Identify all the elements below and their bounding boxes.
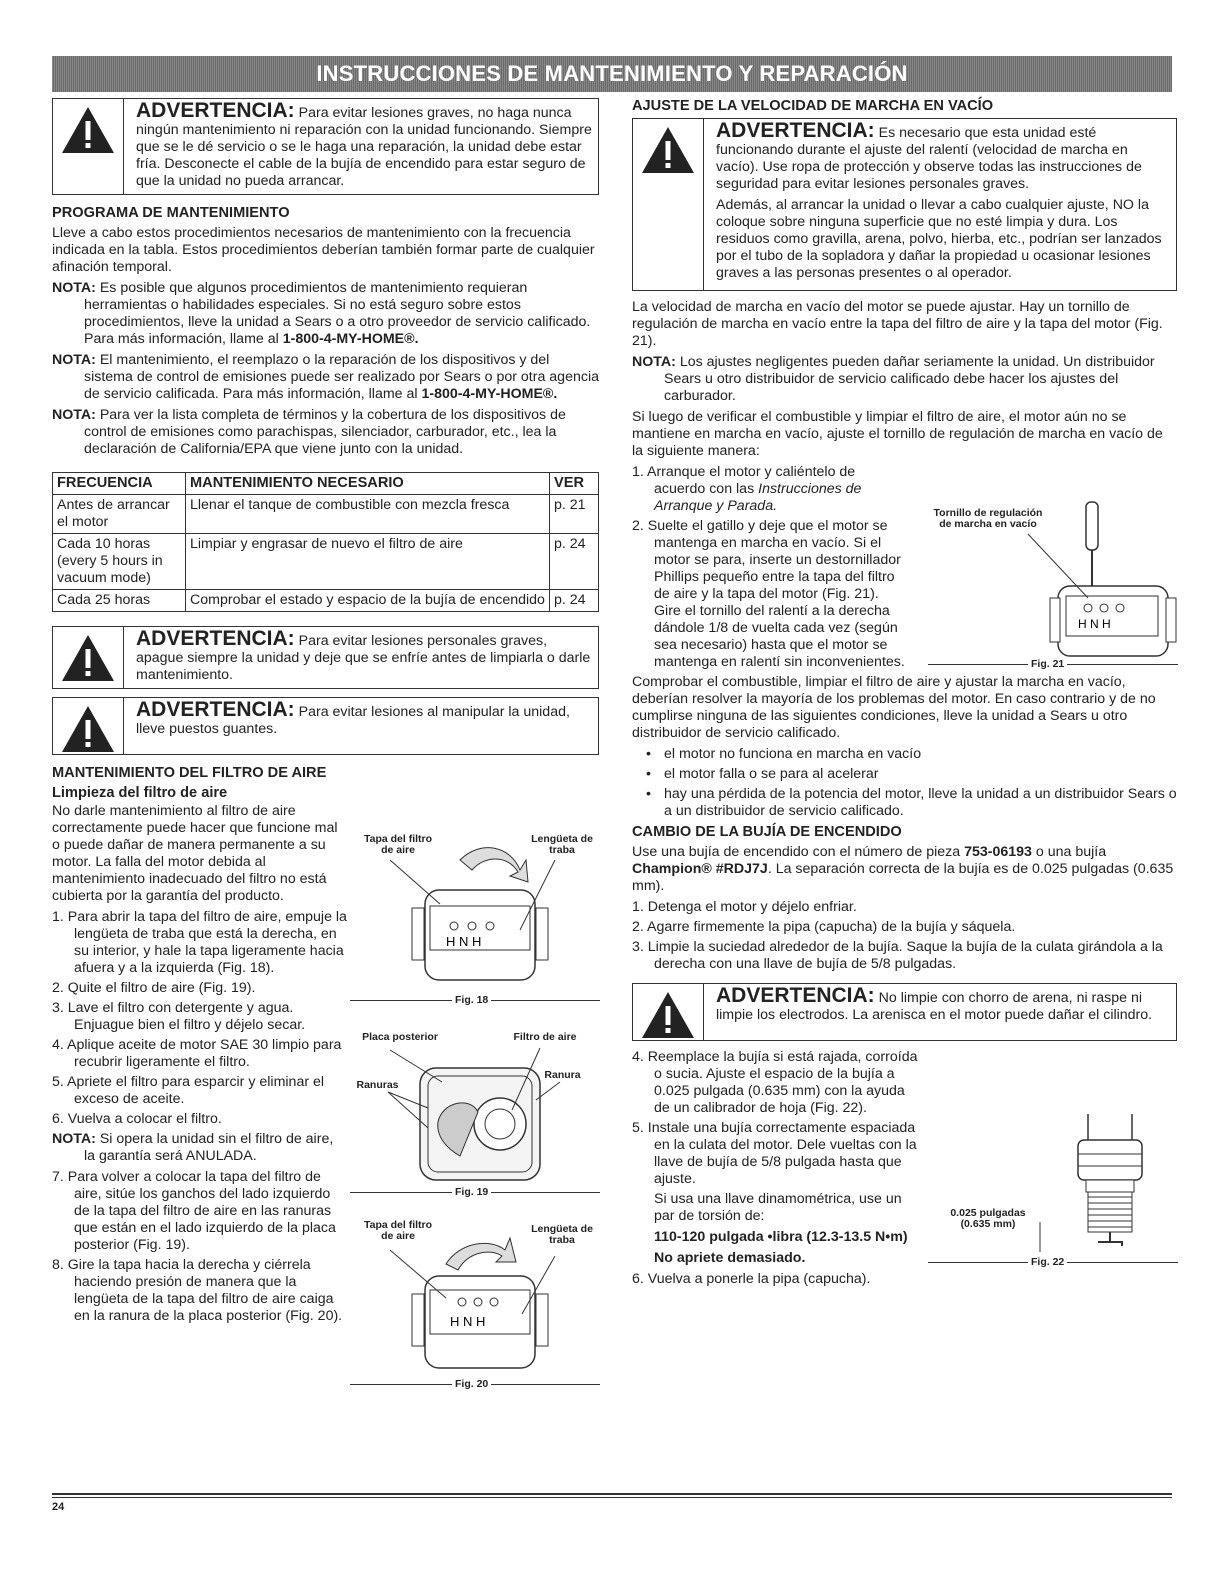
idle-screw-drawing [928, 498, 1178, 668]
warning-box-spark: ADVERTENCIA: No limpie con chorro de arena, ni raspe ni limpie los electrodos. La arenisca en el motor puede dañar el cilindro. [632, 983, 1177, 1041]
list-item: 5. Apriete el filtro para esparcir y eliminar el exceso de aceite. [52, 1074, 325, 1107]
warning-triangle-icon [60, 105, 116, 155]
air-filter-steps [52, 909, 347, 1128]
figure-18: Tapa del filtro de aire Lengüeta de traba H N H Fig. 18 [350, 830, 600, 1015]
list-item: 2. Agarre firmemente la pipa (capucha) de la bujía y sáquela. [632, 919, 1016, 935]
back-plate-drawing [350, 1030, 600, 1190]
note-2: NOTA: El mantenimiento, el reemplazo o la reparación de los dispositivos y del sistema de control de emisiones puede ser realizado por Sears o por otra agencia de servicio calificada. Para más información, llame al 1-800-4-MY-HOME®. [52, 352, 599, 402]
list-item: 1. Arranque el motor y caliéntelo de acuerdo con las Instrucciones de Arranque y Parada. [632, 464, 862, 514]
list-item: 8. Gire la tapa hacia la derecha y ciérrela haciendo presión de manera que la lengüeta de la tapa del filtro de aire caiga en la ranura de la placa posterior (Fig. 20). [52, 1257, 343, 1324]
no-overtighten: No apriete demasiado. [654, 1250, 806, 1266]
table-row: Cada 25 horas Comprobar el estado y espacio de la bujía de encendido p. 24 [53, 590, 599, 612]
spark-plug-p1: Use una bujía de encendido con el número de pieza 753-06193 o una bujía Champion® #RDJ7J. La separación correcta de la bujía es de 0.025 pulgadas (0.635 mm). [632, 844, 1174, 894]
air-filter-title: MANTENIMIENTO DEL FILTRO DE AIRE [52, 765, 327, 781]
footer-rule [52, 1493, 1172, 1495]
list-item: 4. Aplique aceite de motor SAE 30 limpio para recubrir ligeramente el filtro. [52, 1037, 342, 1070]
list-item: 2. Quite el filtro de aire (Fig. 19). [52, 980, 256, 996]
list-item: 1. Detenga el motor y déjelo enfriar. [632, 899, 857, 915]
figure-20: Tapa del filtro de aire Lengüeta de traba H N H Fig. 20 [350, 1218, 600, 1393]
svg-text:H N H: H N H [446, 934, 482, 949]
warning-text: Para evitar lesiones graves, no haga nunca ningún mantenimiento ni reparación con la unidad funcionando. Siempre que se le dé servicio o se le haga una reparación, la unidad debe estar fría. Desconecte el cable de la bujía de encendido para estar seguro de que la unidad no pueda arrancar. [136, 105, 592, 189]
figure-22: 0.025 pulgadas (0.635 mm) Fig. 22 [928, 1110, 1178, 1270]
svg-text:H N H: H N H [450, 1314, 486, 1329]
figure-19: Placa posterior Filtro de aire Ranura Ranuras Fig. 19 [350, 1030, 600, 1205]
list-item: 4. Reemplace la bujía si está rajada, corroída o sucia. Ajuste el espacio de la bujía a 0.025 pulgada (0.635 mm) con la ayuda de un calibrador de hoja (Fig. 22). [632, 1049, 918, 1116]
warning-triangle-icon [60, 704, 116, 754]
maintenance-schedule-title: PROGRAMA DE MANTENIMIENTO [52, 205, 290, 221]
idle-p3: Comprobar el combustible, limpiar el filtro de aire y ajustar la marcha en vacío, deberían resolver la mayoría de los problemas del motor. En caso contrario y de no cumplirse ninguna de las siguientes condiciones, lleve la unidad a Sears u otro distribuidor de servicio calificado. [632, 674, 1156, 741]
list-item: 3. Lave el filtro con detergente y agua. Enjuague bien el filtro y déjelo secar. [52, 1000, 306, 1033]
list-item: 1. Para abrir la tapa del filtro de aire, empuje la lengüeta de traba que está la derecha, en su interior, y hale la tapa ligeramente hacia afuera y a la izquierda (Fig. 18). [52, 909, 347, 976]
warning-triangle-icon [640, 990, 696, 1040]
warning-box-idle: ADVERTENCIA: Es necesario que esta unidad esté funcionando durante el ajuste del ralentí (velocidad de marcha en vacío). Use ropa de protección y observe todas las instrucciones de seguridad para evitar lesiones personales graves. Además, al arrancar la unidad o llevar a cabo cualquier ajuste, NO la coloque sobre ninguna superficie que no esté limpia y dura. Los residuos como gravilla, arena, polvo, hierba, etc., podrían ser lanzados por el tubo de la sopladora y dañar la propiedad u ocasionar lesiones graves a las personas presentes o al operador. [632, 118, 1177, 291]
table-header: MANTENIMIENTO NECESARIO [186, 473, 550, 495]
note-idle: NOTA: Los ajustes negligentes pueden dañar seriamente la unidad. Un distribuidor Sears u otro distribuidor de servicio calificado debe hacer los ajustes del carburador. [632, 354, 1155, 404]
note-filter: NOTA: Si opera la unidad sin el filtro de aire, la garantía será ANULADA. [52, 1131, 334, 1164]
list-item: 6. Vuelva a ponerle la pipa (capucha). [632, 1271, 871, 1287]
warning-triangle-icon [60, 633, 116, 683]
note-3: NOTA: Para ver la lista completa de términos y la cobertura de los dispositivos de control de emisiones como parachispas, silenciador, carburador, etc., lea la declaración de California/EPA que viene junto con la unidad. [52, 407, 566, 457]
maintenance-table [52, 472, 599, 612]
note-1: NOTA: Es posible que algunos procedimientos de mantenimiento requieran herramientas o habilidades especiales. Si no está seguro sobre estos procedimientos, lleve la unidad a Sears o a otro proveedor de servicio calificado. Para más información, llame al 1-800-4-MY-HOME®. [52, 280, 591, 347]
list-item: • el motor falla o se para al acelerar [632, 766, 1177, 783]
list-item: • hay una pérdida de la potencia del motor, lleve la unidad a un distribuidor Sears o a un distribuidor de servicio calificado. [632, 786, 1177, 820]
schedule-intro: Lleve a cabo estos procedimientos necesarios de mantenimiento con la frecuencia indicada en la tabla. Estos procedimientos deberían también formar parte de cualquier afinación temporal. [52, 225, 595, 275]
list-item: 7. Para volver a colocar la tapa del filtro de aire, sitúe los ganchos del lado izquierdo de la tapa del filtro de aire en las ranuras que están en el lado izquierdo de la placa posterior (Fig. 19). [52, 1169, 336, 1253]
spark-plug-title: CAMBIO DE LA BUJÍA DE ENCENDIDO [632, 824, 902, 840]
air-filter-subtitle: Limpieza del filtro de aire [52, 785, 228, 801]
svg-text:H N H: H N H [1078, 617, 1111, 631]
spark-plug-drawing [928, 1110, 1178, 1270]
table-row: Cada 10 horas (every 5 hours in vacuum mode) Limpiar y engrasar de nuevo el filtro de aire p. 24 [53, 534, 599, 590]
list-item: 5. Instale una bujía correctamente espaciada en la culata del motor. Dele vueltas con la llave de bujía de 5/8 pulgada hasta que ajuste. [632, 1120, 917, 1187]
warning-triangle-icon [640, 125, 696, 175]
air-filter-cover-drawing [350, 830, 600, 1000]
air-filter-cover-drawing [350, 1218, 600, 1378]
list-item: 2. Suelte el gatillo y deje que el motor se mantenga en marcha en vacío. Si el motor se para, inserte un destornillador Phillips pequeño entre la tapa del filtro de aire y la tapa del motor (Fig. 21). Gire el tornillo del ralentí a la derecha dándole 1/8 de vuelta cada vez (según sea necesario) hasta que el motor se mantenga en ralentí sin inconvenientes. [632, 518, 905, 670]
section-banner: INSTRUCCIONES DE MANTENIMIENTO Y REPARACIÓN [52, 56, 1172, 92]
warning-box-2: ADVERTENCIA: Para evitar lesiones personales graves, apague siempre la unidad y deje que se enfríe antes de limpiarla o darle mantenimiento. [52, 626, 599, 689]
torque-intro: Si usa una llave dinamométrica, use un par de torsión de: [654, 1191, 902, 1224]
idle-adjust-title: AJUSTE DE LA VELOCIDAD DE MARCHA EN VACÍO [632, 98, 994, 114]
table-row: Antes de arrancar el motor Llenar el tanque de combustible con mezcla fresca p. 21 [53, 495, 599, 534]
footer-rule [52, 1497, 1172, 1498]
idle-p2: Si luego de verificar el combustible y limpiar el filtro de aire, el motor aún no se mantiene en marcha en vacío, ajuste el tornillo de regulación de marcha en vacío de la siguiente manera: [632, 409, 1163, 459]
air-filter-intro: No darle mantenimiento al filtro de aire correctamente puede hacer que funcione mal o puede dañar de manera permanente a su motor. La falla del motor debida al mantenimiento inadecuado del filtro no está cubierta por la garantía del producto. [52, 803, 338, 904]
list-item: • el motor no funciona en marcha en vacío [632, 746, 1177, 763]
list-item: 3. Limpie la suciedad alrededor de la bujía. Saque la bujía de la culata girándola a la derecha con una llave de bujía de 5/8 pulgadas. [632, 939, 1163, 972]
idle-p1: La velocidad de marcha en vacío del motor se puede ajustar. Hay un tornillo de regulación de marcha en vacío entre la tapa del filtro de aire y la tapa del motor (Fig. 21). [632, 299, 1163, 349]
warning-heading: ADVERTENCIA: [136, 99, 295, 122]
table-header: FRECUENCIA [53, 473, 186, 495]
warning-box-3: ADVERTENCIA: Para evitar lesiones al manipular la unidad, lleve puestos guantes. [52, 697, 599, 755]
page-number: 24 [52, 1501, 65, 1513]
table-header: VER [550, 473, 599, 495]
warning-box-1 [52, 98, 599, 195]
figure-21: Tornillo de regulación de marcha en vacío H N H Fig. 21 [928, 498, 1178, 673]
list-item: 6. Vuelva a colocar el filtro. [52, 1111, 222, 1127]
torque-value: 110-120 pulgada •libra (12.3-13.5 N•m) [654, 1229, 908, 1245]
